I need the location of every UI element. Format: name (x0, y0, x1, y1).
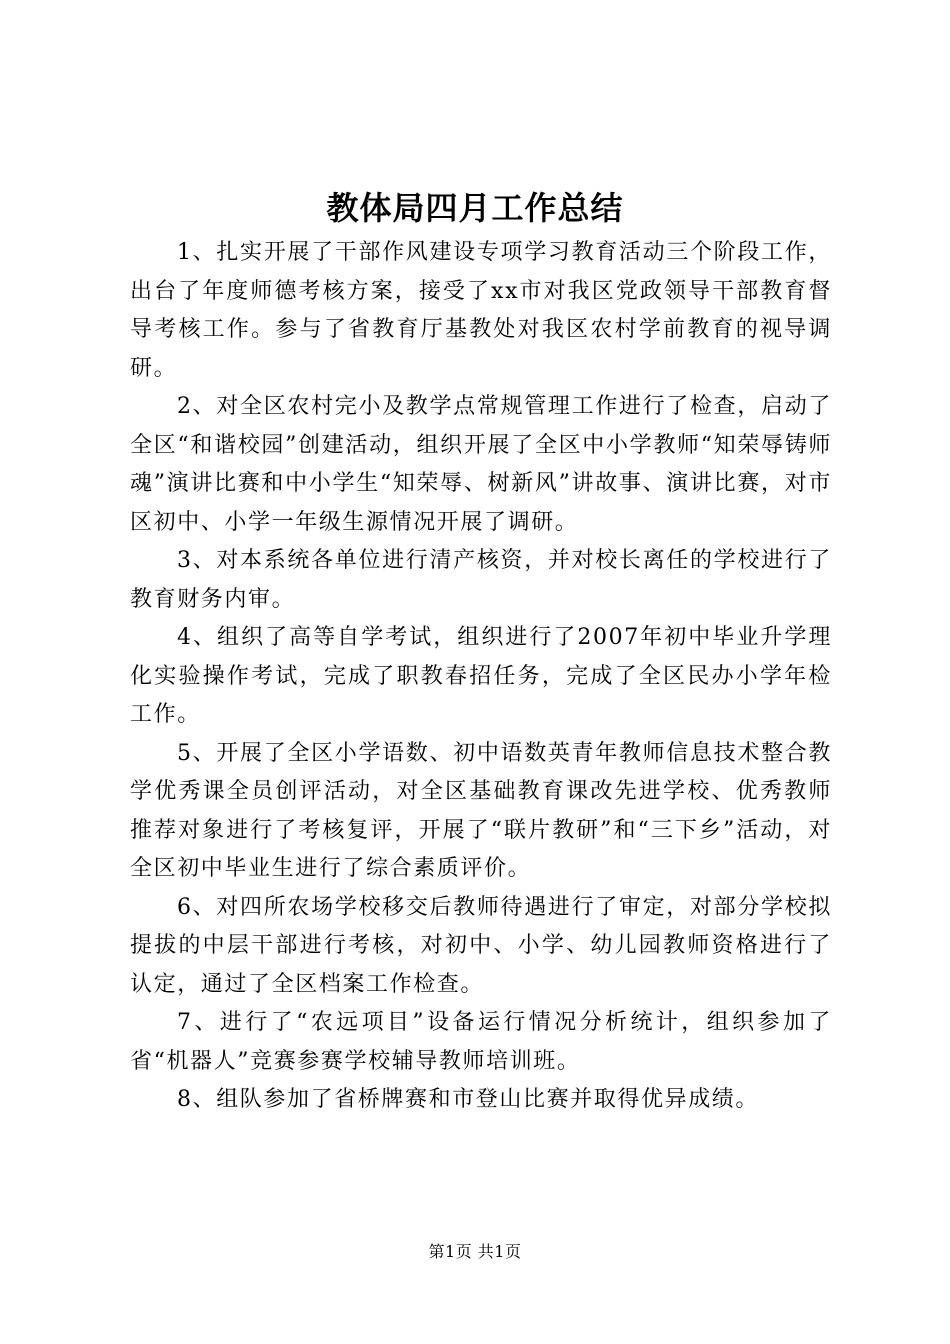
paragraph-7: 7、进行了“农远项目”设备运行情况分析统计，组织参加了省“机器人”竞赛参赛学校辅导教师培训班。 (130, 1010, 832, 1074)
paragraph-5: 5、开展了全区小学语数、初中语数英青年教师信息技术整合教学优秀课全员创评活动，对全区基础教育课改先进学校、优秀教师推荐对象进行了考核复评，开展了“联片教研”和“三下乡”活动，对全区初中毕业生进行了综合素质评价。 (130, 740, 832, 881)
document-body (130, 234, 832, 1120)
paragraph-8: 8、组队参加了省桥牌赛和市登山比赛并取得优异成绩。 (177, 1087, 759, 1112)
paragraph-3: 3、对本系统各单位进行清产核资，并对校长离任的学校进行了教育财务内审。 (130, 548, 832, 612)
paragraph-4: 4、组织了高等自学考试，组织进行了2007年初中毕业升学理化实验操作考试，完成了职教春招任务，完成了全区民办小学年检工作。 (130, 625, 832, 727)
paragraph-6: 6、对四所农场学校移交后教师待遇进行了审定，对部分学校拟提拔的中层干部进行考核，对初中、小学、幼儿园教师资格进行了认定，通过了全区档案工作检查。 (130, 894, 832, 997)
paragraph-1: 1、扎实开展了干部作风建设专项学习教育活动三个阶段工作，出台了年度师德考核方案，接受了xx市对我区党政领导干部教育督导考核工作。参与了省教育厅基教处对我区农村学前教育的视导调研。 (130, 240, 832, 381)
paragraph-2: 2、对全区农村完小及教学点常规管理工作进行了检查，启动了全区“和谐校园”创建活动，组织开展了全区中小学教师“知荣辱铸师魂”演讲比赛和中小学生“知荣辱、树新风”讲故事、演讲比赛，对市区初中、小学一年级生源情况开展了调研。 (130, 394, 832, 535)
page-footer: 第1页 共1页 (428, 1242, 522, 1261)
document-title: 教体局四月工作总结 (326, 189, 624, 227)
